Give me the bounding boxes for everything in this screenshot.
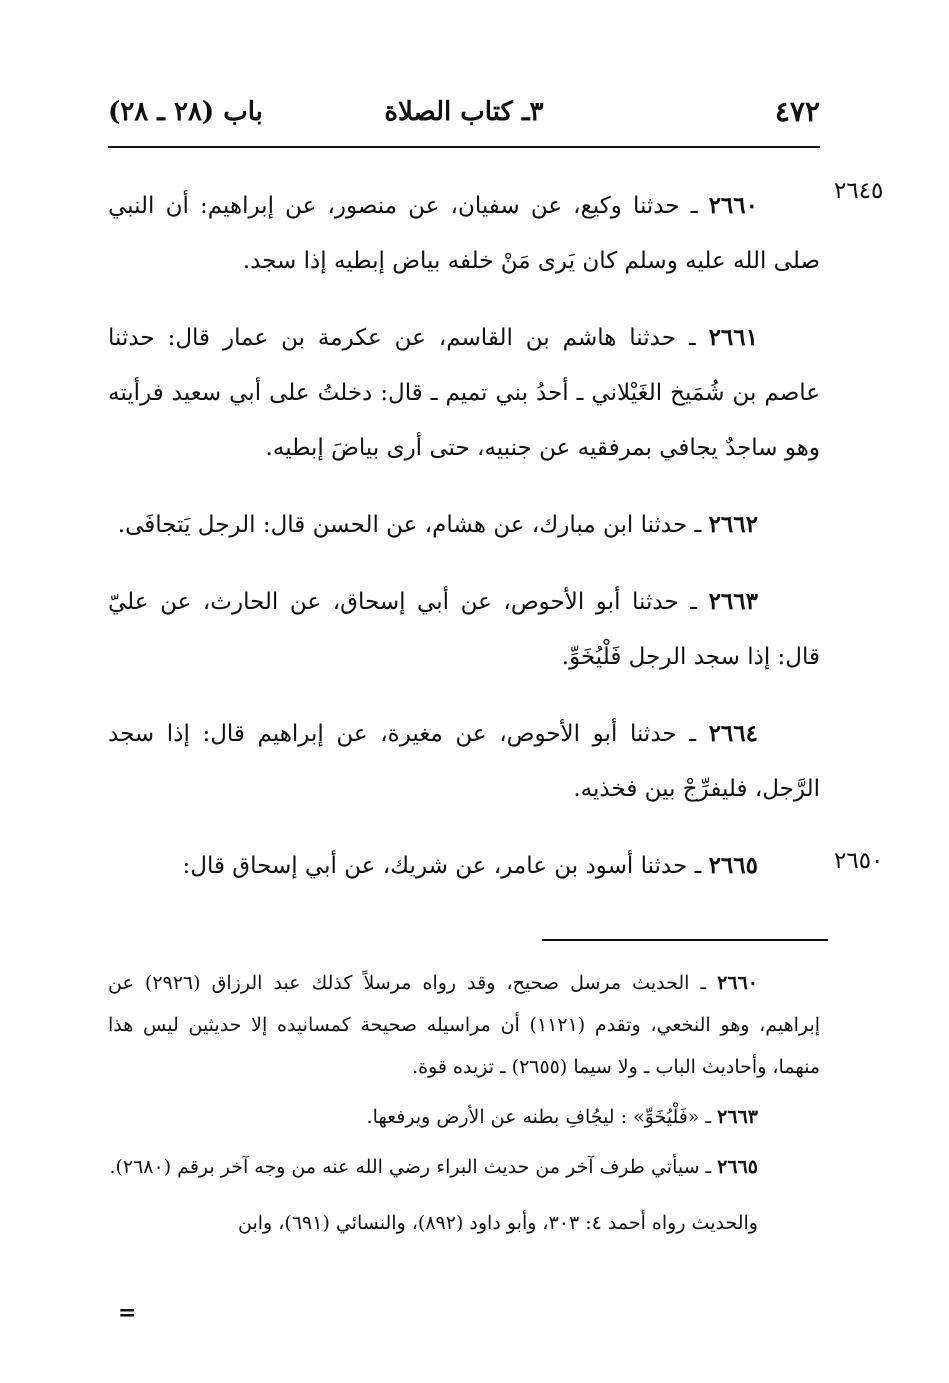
hadith-number: ٢٦٦٢ (708, 511, 758, 538)
running-header (108, 95, 820, 139)
hadith-text: ـ حدثنا وكيع، عن سفيان، عن منصور، عن إبراهيم: أن النبي صلى الله عليه وسلم كان يَرى مَنْ خلفه بياض إبطيه إذا سجد. (108, 193, 820, 274)
header-divider (108, 146, 820, 148)
hadith-number: ٢٦٦٠ (708, 192, 758, 219)
hadith-text: ـ حدثنا أبو الأحوص، عن أبي إسحاق، عن الحارث، عن عليّ قال: إذا سجد الرجل فَلْيُخَوِّ. (108, 589, 820, 670)
footnote (108, 1096, 820, 1138)
hadith-text: ـ حدثنا هاشم بن القاسم، عن عكرمة بن عمار قال: حدثنا عاصم بن شُمَيخ الغَيْلاني ـ أحدُ بني تميم ـ قال: دخلتُ على أبي سعيد فرأيته وهو ساجدٌ يجافي بمرفقيه عن جنبيه، حتى أرى بياضَ إبطيه. (108, 325, 820, 461)
hadith-number: ٢٦٦٥ (708, 852, 758, 879)
hadith-text: ـ حدثنا ابن مبارك، عن هشام، عن الحسن قال: الرجل يَتجافَى. (117, 512, 709, 538)
hadith-text: ـ حدثنا أسود بن عامر، عن شريك، عن أبي إسحاق قال: (182, 853, 709, 879)
book-title: ٣ـ كتاب الصلاة (384, 97, 544, 127)
footnotes (108, 962, 820, 1252)
footnote-text: ـ سيأتي طرف آخر من حديث البراء رضي الله عنه من وجه آخر برقم (٢٦٨٠). (109, 1156, 718, 1178)
footnote-text: ـ «فَلْيُخَوِّ» : ليجُافِ بطنه عن الأرض ويرفعها. (366, 1106, 718, 1128)
footnote-number: ٢٦٦٣ (717, 1106, 758, 1128)
footnote (108, 1202, 820, 1244)
hadith-paragraph (108, 574, 820, 685)
hadith-number: ٢٦٦١ (708, 324, 758, 351)
hadith-paragraph (108, 706, 820, 817)
hadith-text: ـ حدثنا أبو الأحوص، عن مغيرة، عن إبراهيم قال: إذا سجد الرَّجل، فليفرِّجْ بين فخذيه. (108, 721, 820, 802)
hadith-paragraph (108, 497, 820, 553)
hadith-number: ٢٦٦٣ (708, 588, 758, 615)
footnote-text: والحديث رواه أحمد ٤: ٣٠٣، وأبو داود (٨٩٢)، والنسائي (٦٩١)، وابن (238, 1212, 758, 1234)
footnote-number: ٢٦٦٥ (717, 1156, 758, 1178)
page-number: ٤٧٢ (774, 95, 820, 128)
hadith-paragraph (108, 838, 820, 894)
footnote (108, 1146, 820, 1188)
footnote-text: ـ الحديث مرسل صحيح، وقد رواه مرسلاً كذلك عبد الرزاق (٢٩٢٦) عن إبراهيم، وهو النخعي، وتقدم (١١٢١) أن مراسيله صحيحة كمسانيده إلا حديثين ليس هذا منهما، وأحاديث الباب ـ ولا سيما (٢٦٥٥) ـ تزيده قوة. (108, 972, 821, 1078)
hadith-number: ٢٦٦٤ (708, 720, 758, 747)
continuation-mark: = (118, 1300, 137, 1326)
chapter-title: باب (٢٨ ـ ٢٨) (108, 97, 263, 127)
footnote (108, 962, 820, 1088)
footnote-divider (542, 939, 828, 941)
margin-number: ٢٦٤٥ (834, 178, 884, 204)
margin-number: ٢٦٥٠ (834, 848, 884, 874)
main-text (108, 178, 820, 915)
hadith-paragraph (108, 310, 820, 476)
footnote-number: ٢٦٦٠ (717, 972, 758, 994)
hadith-paragraph (108, 178, 820, 289)
